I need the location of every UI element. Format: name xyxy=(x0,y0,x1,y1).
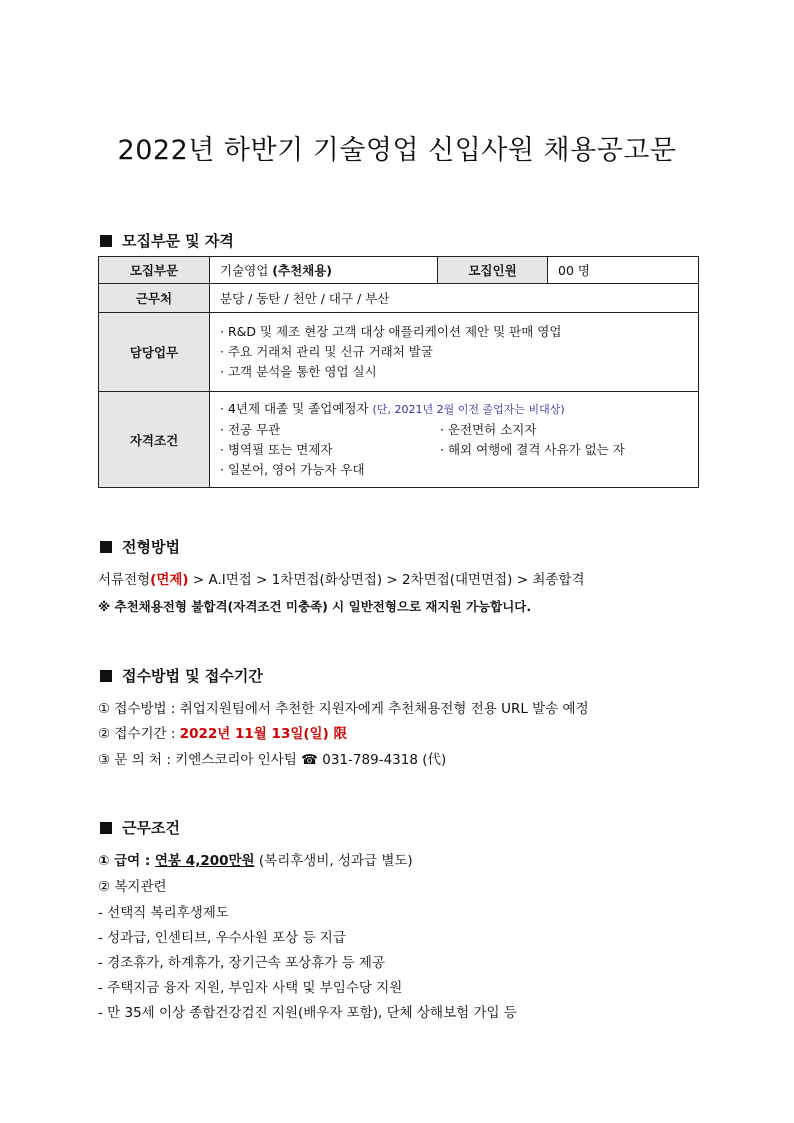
welfare-label: ② 복지관련 xyxy=(98,879,167,895)
table-label-duties: 담당업무 xyxy=(99,313,210,392)
duty-line: · R&D 및 제조 현장 고객 대상 애플리케이션 제안 및 판매 영업 xyxy=(220,324,562,339)
apply-period: ② 접수기간 : 2022년 11월 13일(일) 限 xyxy=(98,726,347,742)
qualification-line: · 일본어, 영어 가능자 우대 xyxy=(220,462,365,477)
square-bullet-icon xyxy=(100,670,112,682)
list-item: - 주택지금 융자 지원, 부임자 사택 및 부임수당 지원 xyxy=(98,980,403,996)
table-value-division: 기술영업 (추천채용) xyxy=(210,257,438,284)
table-label-division: 모집부문 xyxy=(99,257,210,284)
table-value-headcount: 00 명 xyxy=(548,257,699,284)
table-row xyxy=(99,392,699,488)
table-value-duties xyxy=(210,313,699,392)
section-heading-work: 근무조건 xyxy=(100,817,180,838)
qualification-line: · 전공 무관 · 운전면허 소지자 xyxy=(220,422,537,437)
table-label-headcount: 모집인원 xyxy=(438,257,548,284)
table-value-location: 분당 / 동탄 / 천안 / 대구 / 부산 xyxy=(210,284,699,313)
qualification-line: · 병역필 또는 면제자 · 해외 여행에 결격 사유가 없는 자 xyxy=(220,442,625,457)
table-row xyxy=(99,257,699,284)
table-row xyxy=(99,313,699,392)
section-heading-recruit: 모집부문 및 자격 xyxy=(100,230,234,251)
list-item: - 경조휴가, 하계휴가, 장기근속 포상휴가 등 제공 xyxy=(98,955,385,971)
pay-line: ① 급여 : 연봉 4,200만원 (복리후생비, 성과급 별도) xyxy=(98,853,413,869)
duty-line: · 주요 거래처 관리 및 신규 거래처 발굴 xyxy=(220,344,433,359)
list-item: - 만 35세 이상 종합건강검진 지원(배우자 포함), 단체 상해보험 가입 등 xyxy=(98,1005,517,1021)
qualification-note: (단, 2021년 2월 이전 졸업자는 비대상) xyxy=(372,403,565,416)
exempt-note: (면제) xyxy=(150,572,189,588)
square-bullet-icon xyxy=(100,235,112,247)
pay-amount: 연봉 4,200만원 xyxy=(155,853,255,869)
process-notice: ※ 추천채용전형 불합격(자격조건 미충족) 시 일반전형으로 재지원 가능합니다. xyxy=(98,599,532,614)
duty-line: · 고객 분석을 통한 영업 실시 xyxy=(220,364,377,379)
table-label-location: 근무처 xyxy=(99,284,210,313)
apply-method: ① 접수방법 : 취업지원팀에서 추천한 지원자에게 추천채용전형 전용 URL 발송 예정 xyxy=(98,701,589,717)
section-heading-process: 전형방법 xyxy=(100,536,180,557)
list-item: - 성과급, 인센티브, 우수사원 포상 등 지급 xyxy=(98,930,346,946)
apply-deadline: 2022년 11월 13일(일) 限 xyxy=(179,726,347,742)
list-item: - 선택직 복리후생제도 xyxy=(98,905,229,921)
table-row xyxy=(99,284,699,313)
process-steps: 서류전형(면제) > A.I면접 > 1차면접(화상면접) > 2차면접(대면면접) > 최종합격 xyxy=(98,572,585,588)
square-bullet-icon xyxy=(100,541,112,553)
section-heading-apply: 접수방법 및 접수기간 xyxy=(100,665,263,686)
page-title: 2022년 하반기 기술영업 신입사원 채용공고문 xyxy=(117,135,677,166)
qualification-line: · 4년제 대졸 및 졸업예정자 (단, 2021년 2월 이전 졸업자는 비대상) xyxy=(220,401,565,416)
table-value-qualifications xyxy=(210,392,699,488)
apply-contact: ③ 문 의 처 : 키엔스코리아 인사팀 ☎ 031-789-4318 (代) xyxy=(98,752,447,768)
table-label-qualifications: 자격조건 xyxy=(99,392,210,488)
recruit-table xyxy=(98,256,699,488)
square-bullet-icon xyxy=(100,822,112,834)
